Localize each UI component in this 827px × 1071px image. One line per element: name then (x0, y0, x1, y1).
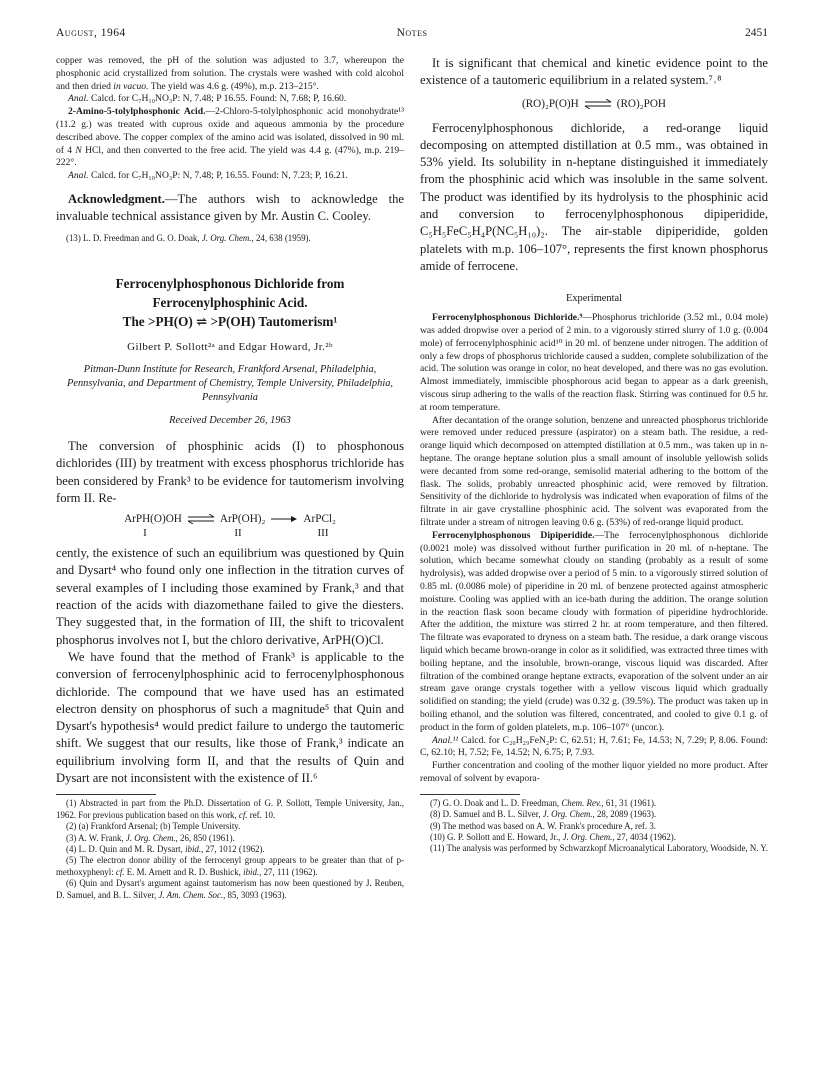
footnote: (10) G. P. Sollott and E. Howard, Jr., J. Org. Chem., 27, 4034 (1962). (430, 831, 676, 842)
left-column (56, 55, 404, 901)
analysis-line: Anal.¹¹ Calcd. for C₂₀H₂₉FeN₂P: C, 62.51; H, 7.61; Fe, 14.53; N, 7.29; P, 8.06. Found: C, 62.10; H, 7.52; Fe, 14.52; N, 6.75; P, 7.93. (420, 734, 768, 759)
authors: Gilbert P. Sollott²ᵃ and Edgar Howard, Jr.²ᵇ (127, 340, 333, 353)
paragraph: After decantation of the orange solution, benzene and unreacted phosphorus trichloride were removed under reduced pressure (aspirator) on a steam bath. The residue, a red-orange liquid which decomposed on attempted distillation at 0.5 mm., was taken up in n-heptane. The orange heptane solution plus a small amount of insoluble yellowish solids were decanted from some red-orange, semisolid material adhering to the bottom of the flask. The solids, probably unreacted phosphinic acid, were removed by filtration. Sensitivity of the dichloride to hydrolysis was indicated when evaporation of films of the filtrate in air gave crystalline phosphinic acid. The solvent was evaporated from the filtrate under a stream of nitrogen leaving 0.6 g. (53%) of red-orange liquid product. (420, 414, 768, 529)
paragraph: Further concentration and cooling of the mother liquor yielded no more product. After removal of solvent by evapora- (420, 760, 768, 784)
equilibrium-arrow-icon (186, 514, 216, 524)
footnote: (7) G. O. Doak and L. D. Freedman, Chem. Rev., 61, 31 (1961). (430, 797, 657, 808)
footnote: (6) Quin and Dysart's argument against tautomerism has now been questioned by J. Reuben, D. Samuel, and B. L. Silver, J. Am. Chem. Soc., 85, 3093 (1963). (56, 878, 404, 900)
paragraph: copper was removed, the pH of the solution was adjusted to 3.7, whereupon the phosphonic acid crystallized from solution. The crystals were washed with cold alcohol and then dried in vacuo. The yield was 4.6 g. (49%), m.p. 213–215°. (56, 55, 404, 92)
footnote: (1) Abstracted in part from the Ph.D. Dissertation of G. P. Sollott, Temple University, Jan., 1962. For previous publication based on this work, cf. ref. 10. (56, 798, 404, 820)
footnote: (9) The method was based on A. W. Frank's procedure A, ref. 3. (430, 820, 656, 831)
footnote: (5) The electron donor ability of the ferrocenyl group appears to be greater than that of p-methoxyphenyl: cf. E. M. Arnett and R. D. Bushick, ibid., 27, 111 (1962). (56, 855, 404, 877)
compound-label: III (317, 527, 329, 540)
reaction-arrow-icon (269, 514, 299, 524)
equilibrium-arrow-icon (583, 99, 613, 109)
analysis-line: Anal. Calcd. for C₇H₁₀NO₃P: N, 7.48; P 16.55. Found: N, 7.68; P, 16.60. (68, 93, 347, 105)
equation-tautomerism: ArPH(O)OH ArP(OH)₂ ArPCl₂ I II III (56, 512, 404, 540)
compound-label: I (143, 527, 147, 540)
header-section: Notes (396, 27, 428, 39)
paragraph: We have found that the method of Frank³ is applicable to the conversion of ferrocenylphosphinic acid to ferrocenylphosphonous dichloride. The compound that we have used has an estimated electron density on phosphorus of such a magnitude⁵ that Quin and Dysart's hypothesis⁴ would predict failure to undergo the tautomeric shift. We suggest that our results, like those of Frank,³ indicate an equilibrium involving form II, and that the results of Quin and Dysart are not inconsistent with the existence of II.⁶ (56, 649, 404, 786)
section-heading-experimental: Experimental (566, 293, 622, 305)
article-title: Ferrocenylphosphonous Dichloride from (115, 275, 345, 291)
compound-label: II (234, 527, 242, 540)
paragraph: cently, the existence of such an equilibrium was questioned by Quin and Dysart⁴ who found only one inflection in the titration curves of several examples of I including those examined by Frank,³ and that reaction of the acids with diazomethane failed to give the diesters. They suggested that, in the formation of III, the shift to tricovalent phosphorus involves not I, but the chloro derivative, ArPH(O)Cl. (56, 546, 404, 647)
paragraph: It is significant that chemical and kinetic evidence point to the existence of a tautomeric equilibrium in a related system.⁷˒⁸ (420, 56, 768, 88)
header-page-number: 2451 (745, 27, 768, 39)
footnote: (3) A. W. Frank, J. Org. Chem., 26, 850 (1961). (66, 832, 235, 843)
footnote: (11) The analysis was performed by Schwarzkopf Microanalytical Laboratory, Woodside, N. Y. (430, 843, 768, 854)
footnote: (2) (a) Frankford Arsenal; (b) Temple University. (66, 821, 241, 832)
footnote: (4) L. D. Quin and M. R. Dysart, ibid., 27, 1012 (1962). (66, 843, 265, 854)
footnote: (8) D. Samuel and B. L. Silver, J. Org. Chem., 28, 2089 (1963). (430, 809, 657, 820)
acknowledgment: Acknowledgment.—The authors wish to acknowledge the invaluable technical assistance given by Mr. Austin C. Cooley. (56, 191, 404, 224)
header-date: August, 1964 (56, 27, 126, 39)
paragraph: Ferrocenylphosphonous dichloride, a red-orange liquid decomposing on attempted distillation at 0.5 mm., was obtained in 53% yield. Its solubility in n-heptane distinguished it immediately from the phosphinic acid which was insoluble in the same solvent. The product was identified by its hydrolysis to the phosphinic acid and conversion to ferrocenylphosphonous dipiperidide, C₅H₅FeC₅H₄P(NC₅H₁₀)₂. The air-stable dipiperidide, golden platelets with m.p. 106–107°, represents the first known phosphorus amide of ferrocene. (420, 120, 768, 273)
article-title: Ferrocenylphosphinic Acid. (152, 294, 308, 310)
article-title: The >PH(O) ⇌ >P(OH) Tautomerism¹ (122, 313, 338, 329)
footnote: (13) L. D. Freedman and G. O. Doak, J. Org. Chem., 24, 638 (1959). (66, 232, 311, 243)
equation-phosphite-tautomerism: (RO)₂P(O)H (RO)₂POH (521, 97, 666, 110)
paragraph: Ferrocenylphosphonous Dichloride.⁹—Phosphorus trichloride (3.52 ml., 0.04 mole) was added dropwise over a period of 2 min. to a vigorously stirred slurry of 1.0 g. (0.004 mole) of ferrocenylphosphinic acid¹⁰ in 20 ml. of benzene under nitrogen. The addition of only a few drops of phosphorus trichloride caused a sudden, complete solubilization of the acid. The solution was orange in color, no heat developed, and there was no gas evolution. Almost immediately, immiscible phosphorous acid began to appear as a dark greenish, viscous sirup adhering to the walls of the reaction flask. Stirring was continued for 0.5 hr. at room temperature. (420, 312, 768, 413)
received-date: Received December 26, 1963 (169, 414, 291, 426)
running-header (56, 27, 768, 43)
affiliation: Pitman-Dunn Institute for Research, Frankford Arsenal, Philadelphia, Pennsylvania, and Department of Chemistry, Temple University, Philadelphia, Pennsylvania (66, 363, 393, 403)
paragraph: 2-Amino-5-tolylphosphonic Acid.—2-Chloro-5-tolylphosphonic acid monohydrate¹³ (11.2 g.) was treated with cuprous oxide and aqueous ammonia by the procedure described above. The copper complex of the amino acid was isolated, dissolved in 90 ml. of 4 N HCl, and then converted to the free acid. The yield was 4.4 g. (47%), m.p. 219–222°. (56, 106, 405, 169)
right-column (420, 55, 768, 855)
paragraph: Ferrocenylphosphonous Dipiperidide.—The ferrocenylphosphonous dichloride (0.0021 mole) was dissolved without further purification in 20 ml. of n-heptane. The solution, which became somewhat cloudy on standing (probably as a result of some hydrolysis), was added dropwise over a period of 5 min. to a vigorously stirred solution of 0.85 ml. (0.0086 mole) of piperidine in 20 ml. of benzene protected against atmospheric moisture. Cooling was applied with an ice-bath during the addition. The orange solution in the reaction flask soon became cloudy with formation of piperidine hydrochloride. After the addition, the mixture was stirred 2 hr. at room temperature, and then filtered. The filtrate was evaporated to dryness on a steam bath. The residue, a dark orange viscous liquid which became brown-orange in color as it solidified, was extracted three times with boiling heptane, and the insoluble, brown-orange, viscous liquid was discarded. After filtration of the combined orange heptane extracts, evaporation of the solvent under an air stream gave orange crystals together with a yellow viscous liquid which gradually solidified on standing; the yield (crude) was 0.32 g. (39.5%). The product was taken up in boiling ethanol, and the solution was filtered, concentrated, and cooled to give 0.1 g. of product in the form of golden platelets, m.p. 106–107° (uncor.). (420, 529, 768, 733)
paragraph: The conversion of phosphinic acids (I) to phosphonous dichlorides (III) by treatment with excess phosphorus trichloride has been considered by Frank³ to be evidence for tautomerism involving form II. Re- (56, 438, 404, 505)
analysis-line: Anal. Calcd. for C₇H₁₀NO₃P: N, 7.48; P, 16.55. Found: N, 7.23; P, 16.21. (68, 170, 348, 182)
